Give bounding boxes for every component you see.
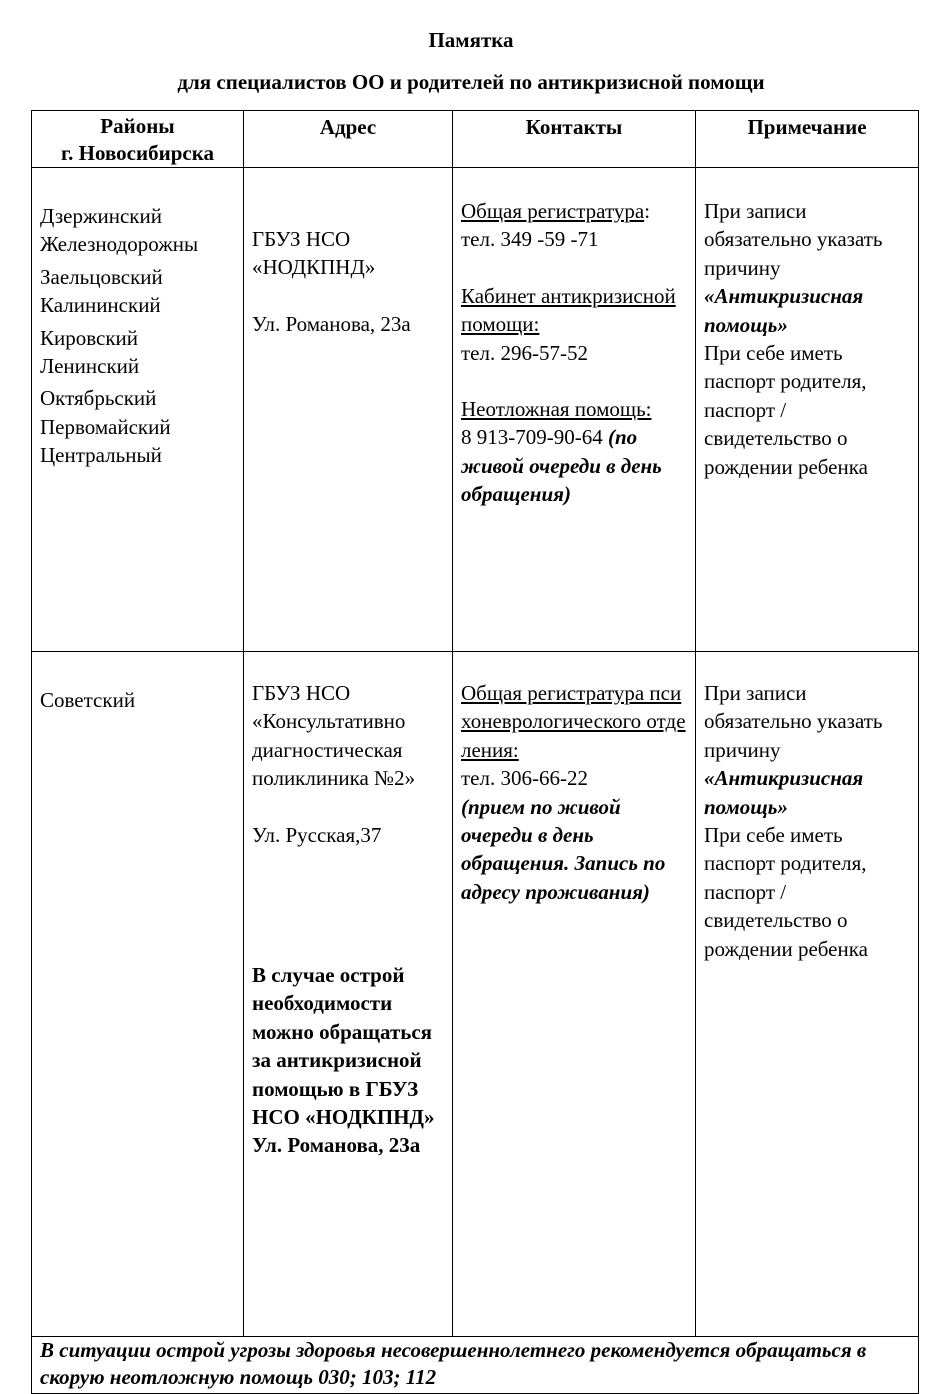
note-cell [696, 168, 919, 652]
header-note: Примечание [696, 111, 919, 168]
organization-name: ГБУЗ НСО «Консультативно диагностическая поликлиника №2» [252, 681, 416, 791]
registry-phone: тел. 306-66-22 [461, 766, 588, 791]
emergency-note: В случае острой необходимости можно обращаться за антикризисной помощью в ГБУЗ НСО «НОДКПНД» Ул. Романова, 23а [252, 963, 435, 1158]
district-name: Ленинский [40, 354, 140, 379]
registry-phone: тел. 349 -59 -71 [461, 227, 599, 252]
footer-row [32, 1337, 919, 1394]
note-documents: При себе иметь паспорт родителя, паспорт / свидетельство о рождении ребенка [704, 341, 868, 479]
note-reason: «Антикризисная помощь» [704, 766, 864, 819]
district-name: Октябрьский [40, 386, 157, 411]
street-address: Ул. Романова, 23а [252, 311, 411, 336]
crisis-cabinet-phone: тел. 296-57-52 [461, 340, 588, 365]
note-cell [696, 652, 919, 1337]
emergency-footer: В ситуации острой угрозы здоровья несовершеннолетнего рекомендуется обращаться в скорую неотложную помощь 030; 103; 112 [32, 1337, 919, 1394]
districts-cell [32, 652, 244, 1337]
district-name: Железнодорожны [40, 232, 199, 257]
registry-label: Общая регистратура [461, 199, 645, 223]
district-name: Кировский [40, 325, 139, 350]
district-name: Первомайский [40, 414, 171, 439]
note-documents: При себе иметь паспорт родителя, паспорт / свидетельство о рождении ребенка [704, 823, 868, 961]
urgent-help-label: Неотложная помощь: [461, 397, 652, 422]
urgent-help-phone: 8 913-709-90-64 [461, 425, 603, 450]
page-subtitle: для специалистов ОО и родителей по антикризисной помощи [177, 70, 765, 94]
note-reason: «Антикризисная помощь» [704, 284, 864, 337]
address-cell [244, 652, 453, 1337]
table-row [32, 652, 919, 1337]
table-row [32, 168, 919, 652]
district-name: Центральный [40, 443, 162, 468]
urgent-help-note: (по живой очереди в день обращения) [461, 425, 662, 507]
district-name: Советский [40, 688, 136, 712]
page-title: Памятка [428, 28, 514, 52]
districts-cell [32, 168, 244, 652]
district-name: Дзержинский [40, 204, 162, 228]
header-contacts: Контакты [453, 111, 696, 168]
header-districts: Районы г. Новосибирска [32, 111, 244, 168]
contacts-cell: Общая регистратура: тел. 349 -59 -71 Кабинет антикризисной помощи: тел. 296-57-52 Неотложная помощь: 8 913-709-90-64 (по живой очереди в день обращения) [453, 168, 696, 652]
memo-table [31, 110, 919, 1394]
district-name: Заельцовский [40, 264, 163, 289]
crisis-cabinet-label: Кабинет антикризисной помощи: [461, 283, 676, 337]
district-name: Калининский [40, 293, 161, 318]
registry-label: Общая регистратура психоневрологического отделения: [461, 681, 686, 762]
address-cell [244, 168, 453, 652]
street-address: Ул. Русская,37 [252, 822, 382, 847]
registry-note: (прием по живой очереди в день обращения. Запись по адресу проживания) [461, 794, 666, 904]
header-address: Адрес [244, 111, 453, 168]
table-header-row [32, 111, 919, 168]
districts-list [40, 202, 235, 470]
contacts-cell [453, 652, 696, 1337]
note-text: При записи обязательно указать причину [704, 681, 883, 762]
note-text: При записи обязательно указать причину [704, 199, 883, 280]
organization-name: ГБУЗ НСО «НОДКПНД» [252, 227, 376, 280]
